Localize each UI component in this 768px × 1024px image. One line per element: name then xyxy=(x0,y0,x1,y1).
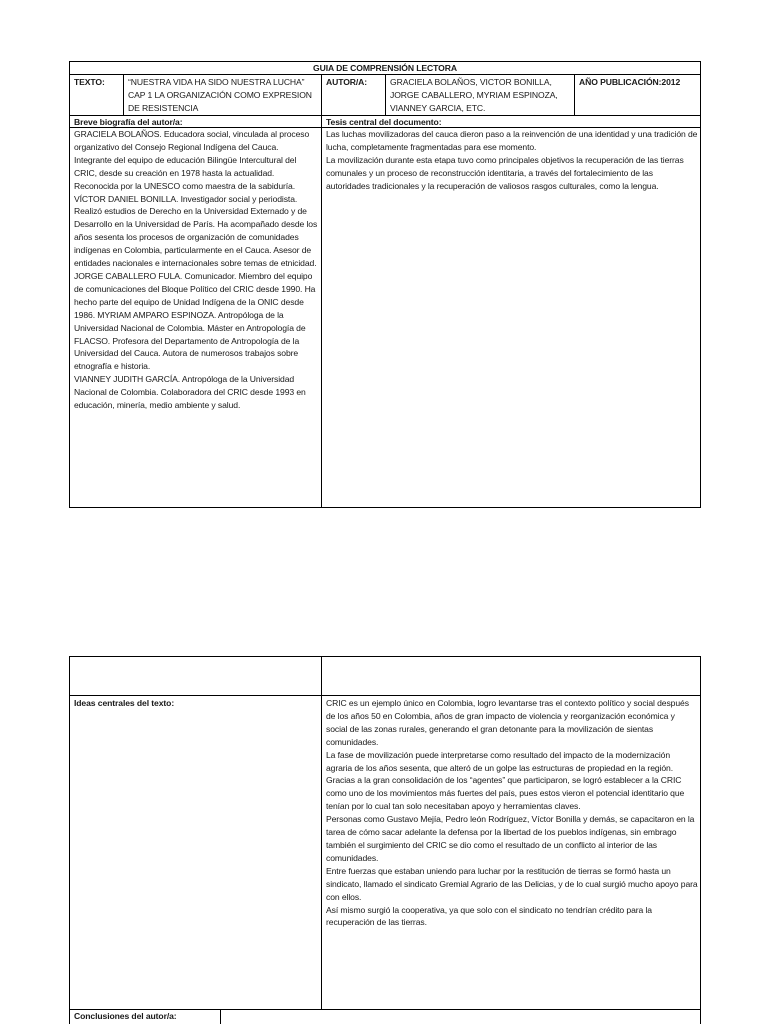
divider xyxy=(385,74,386,115)
ideas-text: CRIC es un ejemplo único en Colombia, logro levantarse tras el contexto político y social después de los años 50 en Colombia, años de gran impacto de violencia y reorganización económica y social de las zonas rurales, generando el gran detonante para la movilización de sientas comunidades. La fase de movilización puede interpretarse como resultado del impacto de la modernización agraria de los años sesenta, que alteró de un golpe las estructuras de propiedad en la región. Gracias a la gran consolidación de los “agentes” que participaron, se logró establecer a la CRIC como uno de los movimientos más fuertes del país, pues estos vieron el potencial identitario que tenían por lo cual tan solo necesitaban apoyo y herramientas claves. Personas como Gustavo Mejía, Pedro león Rodríguez, Víctor Bonilla y demás, se capacitaron en la tarea de cómo sacar adelante la defensa por la libertad de los pueblos indígenas, sin embrago también el surgimiento del CRIC se dio como el resultado de un conflicto al interior de las comunidades. Entre fuerzas que estaban uniendo para luchar por la restitución de tierras se formó hasta un sindicato, llamado el sindicato Gremial Agrario de las Delicias, y de lo cual surgió mucho apoyo para con ellos. Así mismo surgió la cooperativa, ya que solo con el sindicato no tendrían crédito para la recuperación de las tierras. xyxy=(326,698,698,928)
ideas-label: Ideas centrales del texto: xyxy=(74,698,175,708)
divider xyxy=(574,74,575,115)
divider xyxy=(69,695,701,696)
divider xyxy=(321,74,322,508)
divider xyxy=(123,74,124,115)
tesis-text: Las luchas movilizadoras del cauca dieron paso a la reinvención de una identidad y una tradición de lucha, completamente fragmentadas para ese momento. La movilización durante esta etapa tuvo como principales objetivos la recuperación de las tierras comunales y un proceso de reconstrucción identitaria, a través del fortalecimiento de las autoridades tradicionales y la recuperación de valiosos rasgos culturales, como la lengua. xyxy=(326,129,698,191)
autor-value: GRACIELA BOLAÑOS, VICTOR BONILLA, JORGE CABALLERO, MYRIAM ESPINOZA, VIANNEY GARCIA, ETC. xyxy=(390,77,558,113)
bio-text: GRACIELA BOLAÑOS. Educadora social, vinculada al proceso organizativo del Consejo Regional Indígena del Cauca. Integrante del equipo de educación Bilingüe Intercultural del CRIC, desde su creación en 1978 hasta la actualidad. Reconocida por la UNESCO como maestra de la sabiduría. VÍCTOR DANIEL BONILLA. Investigador social y periodista. Realizó estudios de Derecho en la Universidad Externado y de Desarrollo en la Universidad de París. Ha acompañado desde los años sesenta los procesos de organización de comunidades indígenas en Colombia, particularmente en el Cauca. Asesor de entidades nacionales e internacionales sobre temas de etnicidad. JORGE CABALLERO FULA. Comunicador. Miembro del equipo de comunicaciones del Bloque Político del CRIC desde 1990. Ha hecho parte del equipo de Unidad Indígena de la ONIC desde 1986. MYRIAM AMPARO ESPINOZA. Antropóloga de la Universidad Nacional de Colombia. Máster en Antropología de FLACSO. Profesora del Departamento de Antropología de la Universidad del Cauca. Autora de numerosos trabajos sobre etnografía e historia. VIANNEY JUDITH GARCÍA. Antropóloga de la Universidad Nacional de Colombia. Colaboradora del CRIC desde 1993 en educación, minería, medio ambiente y salud. xyxy=(74,129,318,411)
divider xyxy=(69,656,701,657)
texto-label: TEXTO: xyxy=(74,77,105,87)
guide-title: GUIA DE COMPRENSIÓN LECTORA xyxy=(313,63,457,73)
divider xyxy=(700,656,701,1024)
conclusiones-label: Conclusiones del autor/a: xyxy=(74,1011,177,1021)
autor-label: AUTOR/A: xyxy=(326,77,368,87)
texto-value: “NUESTRA VIDA HA SIDO NUESTRA LUCHA” CAP 1 LA ORGANIZACIÓN COMO EXPRESION DE RESISTENCIA xyxy=(128,77,312,113)
tesis-label: Tesis central del documento: xyxy=(326,117,442,127)
divider xyxy=(321,656,322,1009)
divider xyxy=(69,656,70,1024)
bio-label: Breve biografía del autor/a: xyxy=(74,117,183,127)
divider xyxy=(220,1009,221,1024)
anio-publicacion: AÑO PUBLICACIÓN:2012 xyxy=(579,77,681,87)
